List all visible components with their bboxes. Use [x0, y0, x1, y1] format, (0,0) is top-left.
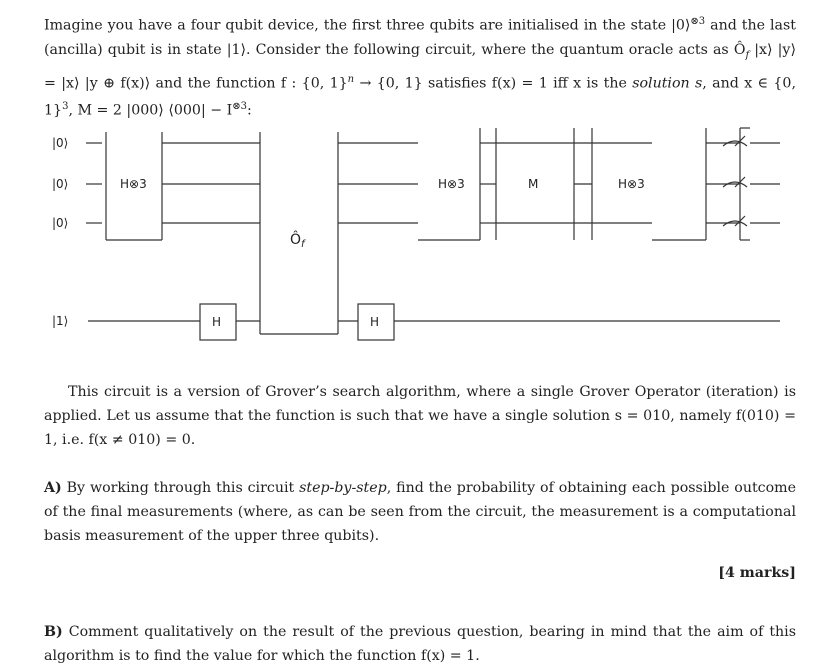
problem-intro: Imagine you have a four qubit device, the first three qubits are initialised in the state |0⟩$^{\otimes 3}$ and the last (ancilla) qubit is in state |1⟩. Consider the following circuit, where the quantum oracle acts as $Ô_f$ |x⟩ |y⟩ = |x⟩ |y ⊕ f(x)⟩ and the function f : {0, 1}$^n$ → {0, 1} satisfies f(x) = 1 iff x is the solution s, and x ∈ {0, 1}$^3$, M = 2 |000⟩ ⟨000| − $I^{\otimes 3}$: [44, 16, 796, 120]
h-gate-2: H [370, 315, 380, 329]
quantum-circuit-diagram [40, 112, 800, 352]
input-qubit-3: |0⟩ [52, 216, 69, 230]
hadamard-3-gate-1: H⊗3 [120, 177, 147, 191]
part-a: A) By working through this circuit step-by-step, find the probability of obtaining each possible outcome of the final measurements (where, as can be seen from the circuit, the measurement is a computational basis measurement of the upper three qubits). [44, 480, 796, 544]
input-qubit-1: |0⟩ [52, 136, 69, 150]
marks-label: [4 marks] [718, 565, 796, 581]
question-context: This circuit is a version of Grover’s search algorithm, where a single Grover Operator (iteration) is applied. Let us assume that the function is such that we have a single solution s = 010, namely f(010) = 1, i.e. f(x ≠ 010) = 0. [44, 384, 796, 448]
m-gate: M [528, 177, 539, 191]
input-qubit-2: |0⟩ [52, 177, 69, 191]
oracle-gate: $Ô_f$ [290, 232, 305, 250]
input-ancilla: |1⟩ [52, 314, 69, 328]
part-b: B) Comment qualitatively on the result of the previous question, bearing in mind that the aim of this algorithm is to find the value for which the function f(x) = 1. [44, 624, 796, 664]
hadamard-3-gate-3: H⊗3 [618, 177, 645, 191]
hadamard-3-gate-2: H⊗3 [438, 177, 465, 191]
h-gate-1: H [212, 315, 222, 329]
